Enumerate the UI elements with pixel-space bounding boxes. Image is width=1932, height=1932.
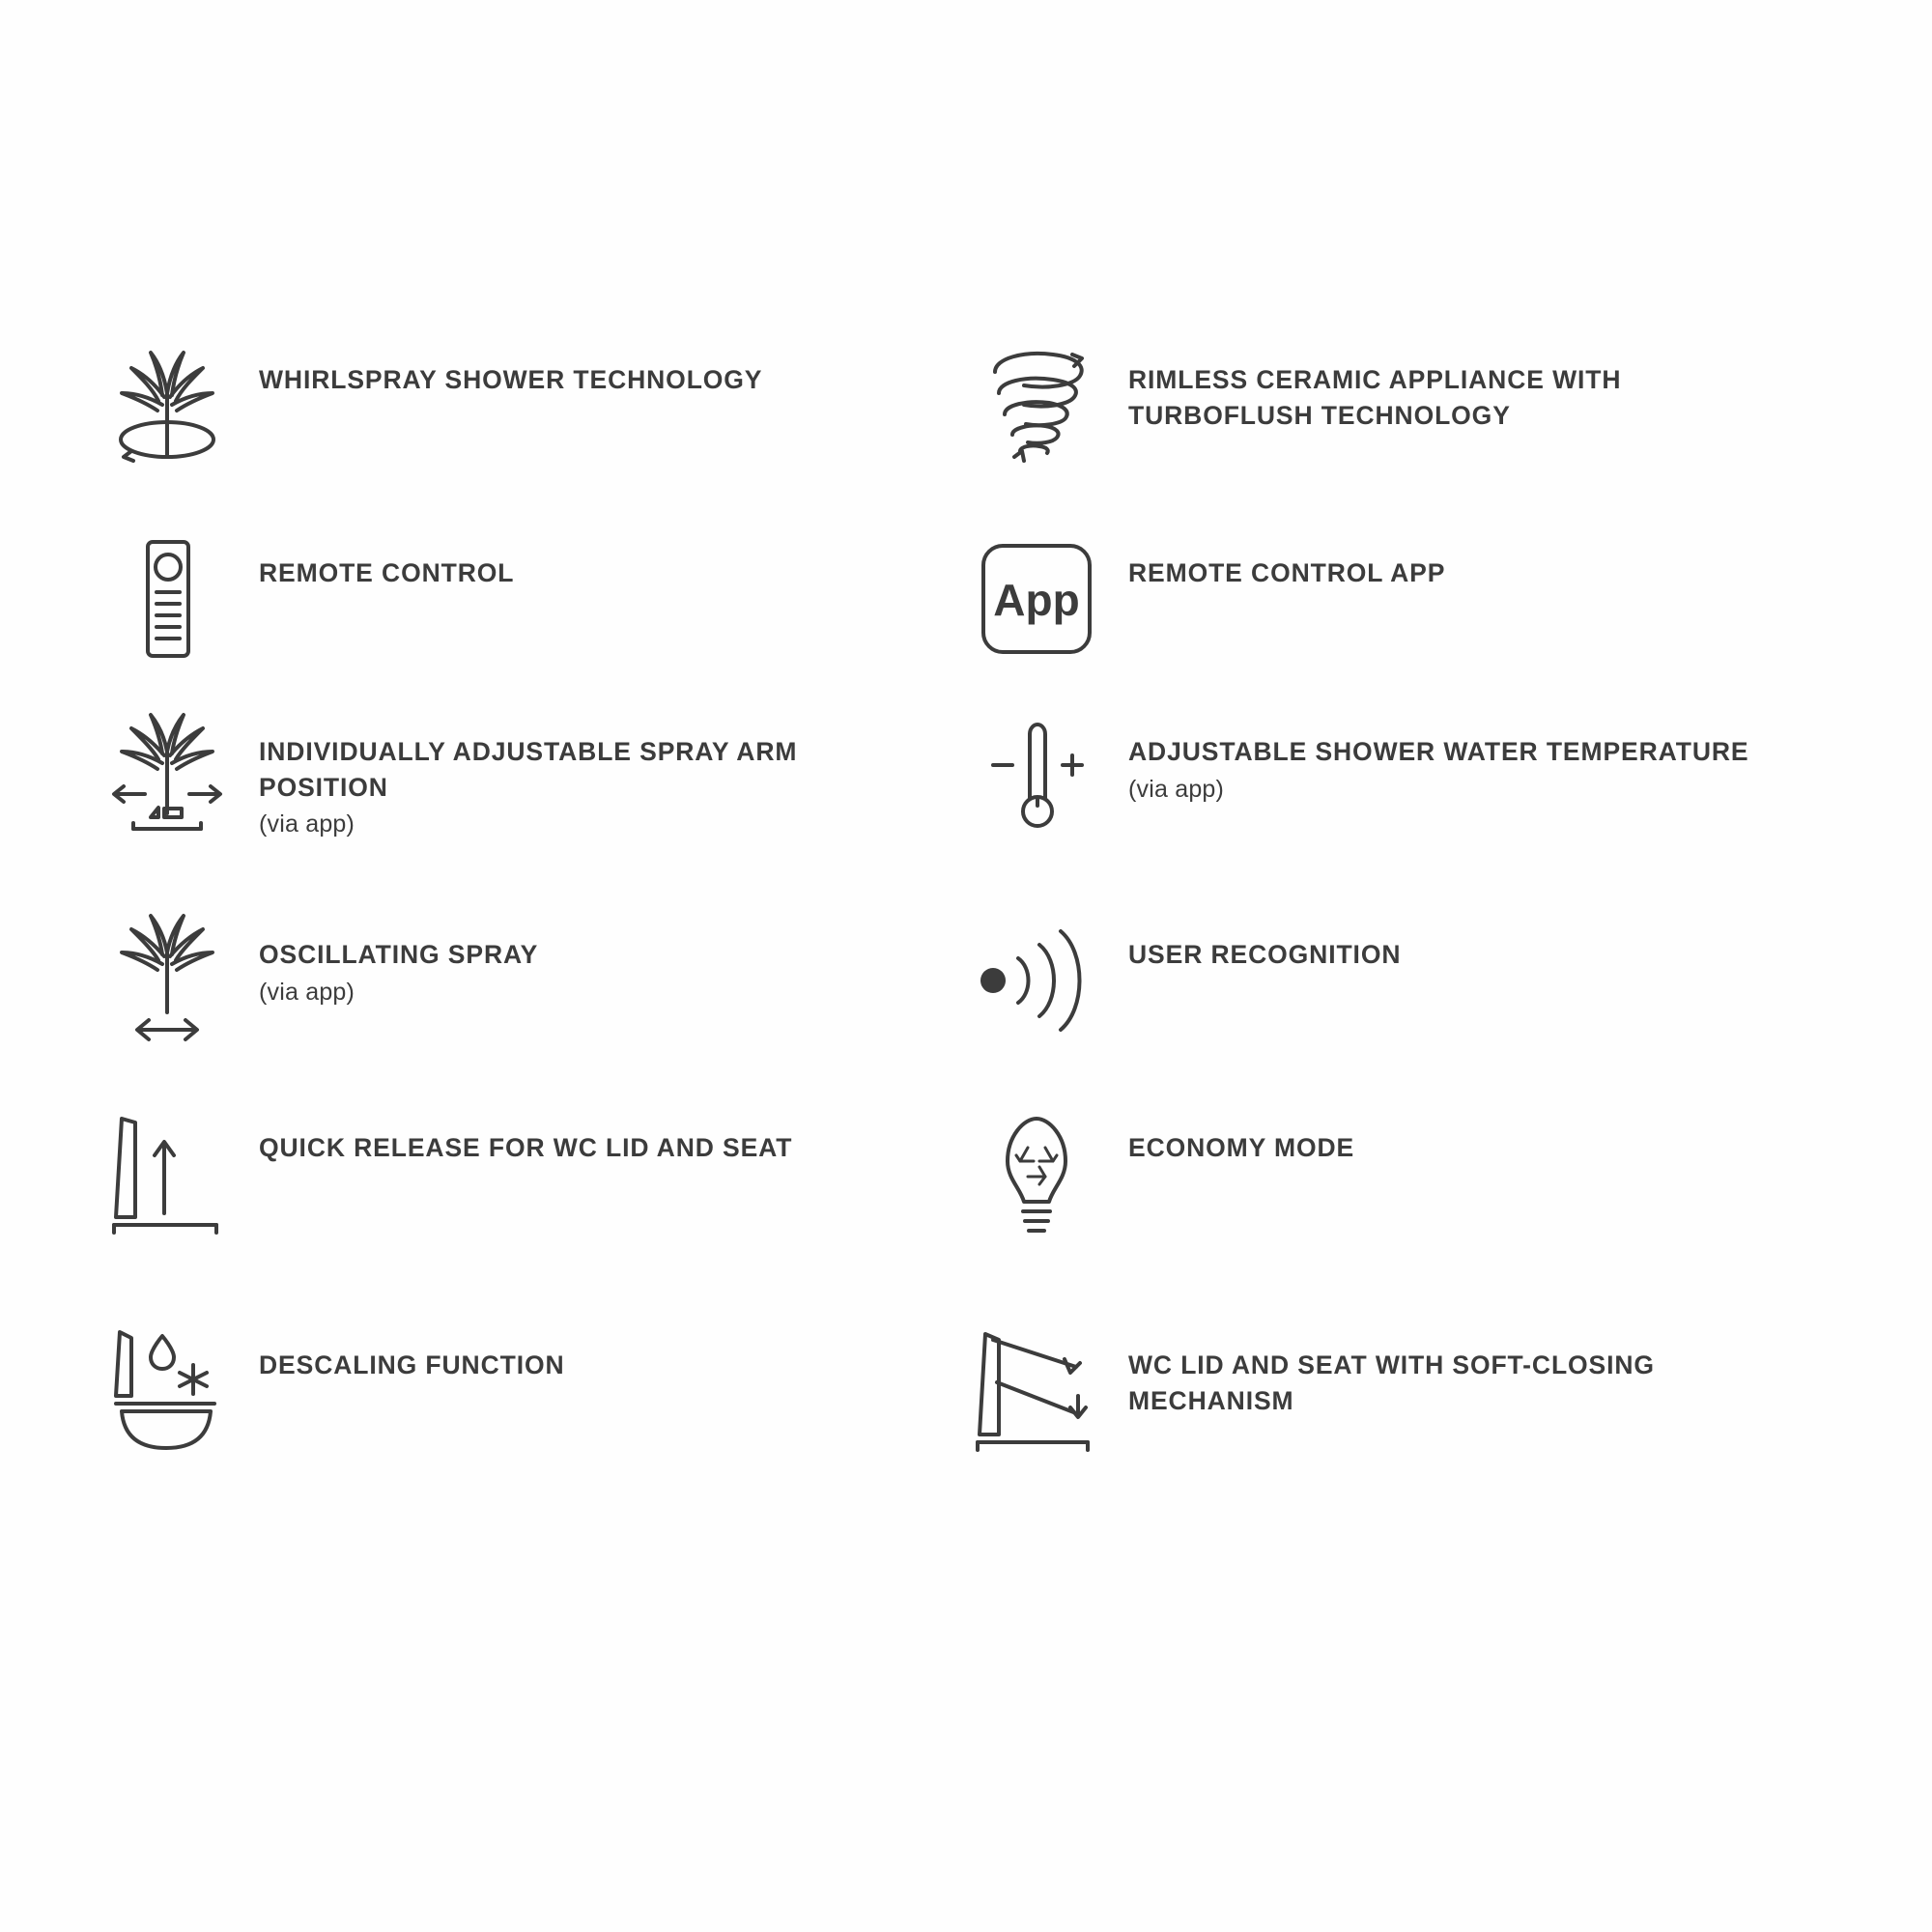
rimless-ceramic-turboflush-icon — [961, 333, 1111, 478]
feature-item — [92, 333, 932, 526]
economy-mode-bulb-icon — [961, 1101, 1111, 1246]
feature-label: OSCILLATING SPRAY — [259, 940, 539, 969]
feature-item — [92, 908, 932, 1101]
feature-label: ADJUSTABLE SHOWER WATER TEMPERATURE — [1128, 737, 1749, 766]
feature-item — [92, 526, 932, 705]
feature-item — [961, 333, 1802, 526]
quick-release-lid-seat-icon — [92, 1101, 242, 1246]
oscillating-spray-icon — [92, 908, 242, 1053]
feature-item — [92, 1319, 932, 1512]
feature-item — [92, 1101, 932, 1319]
feature-label: WHIRLSPRAY SHOWER TECHNOLOGY — [259, 365, 763, 394]
feature-label: REMOTE CONTROL APP — [1128, 558, 1446, 587]
descaling-function-icon — [92, 1319, 242, 1463]
user-recognition-icon — [961, 908, 1111, 1053]
adjustable-spray-arm-icon — [92, 705, 242, 850]
feature-item — [961, 705, 1802, 908]
feature-item — [961, 908, 1802, 1101]
remote-control-icon — [92, 526, 242, 671]
feature-item — [961, 526, 1802, 705]
app-icon-text: App — [992, 575, 1080, 625]
feature-label: DESCALING FUNCTION — [259, 1350, 565, 1379]
feature-label: ECONOMY MODE — [1128, 1133, 1355, 1162]
feature-label: USER RECOGNITION — [1128, 940, 1402, 969]
feature-label: RIMLESS CERAMIC APPLIANCE WITH TURBOFLUSH TECHNOLOGY — [1128, 365, 1622, 430]
feature-sublabel: (via app) — [1128, 775, 1225, 803]
whirlspray-shower-icon — [92, 333, 242, 478]
feature-item — [961, 1319, 1802, 1512]
feature-grid — [92, 333, 1889, 1512]
soft-closing-lid-seat-icon — [961, 1319, 1111, 1463]
feature-item — [92, 705, 932, 908]
feature-sublabel: (via app) — [259, 810, 355, 838]
feature-label: WC LID AND SEAT WITH SOFT-CLOSING MECHANISM — [1128, 1350, 1655, 1415]
feature-sublabel: (via app) — [259, 978, 355, 1006]
feature-label: INDIVIDUALLY ADJUSTABLE SPRAY ARM POSITION — [259, 737, 798, 802]
thermometer-icon — [961, 705, 1111, 850]
feature-label: QUICK RELEASE FOR WC LID AND SEAT — [259, 1133, 793, 1162]
feature-item — [961, 1101, 1802, 1319]
feature-label: REMOTE CONTROL — [259, 558, 515, 587]
app-icon — [961, 526, 1111, 671]
